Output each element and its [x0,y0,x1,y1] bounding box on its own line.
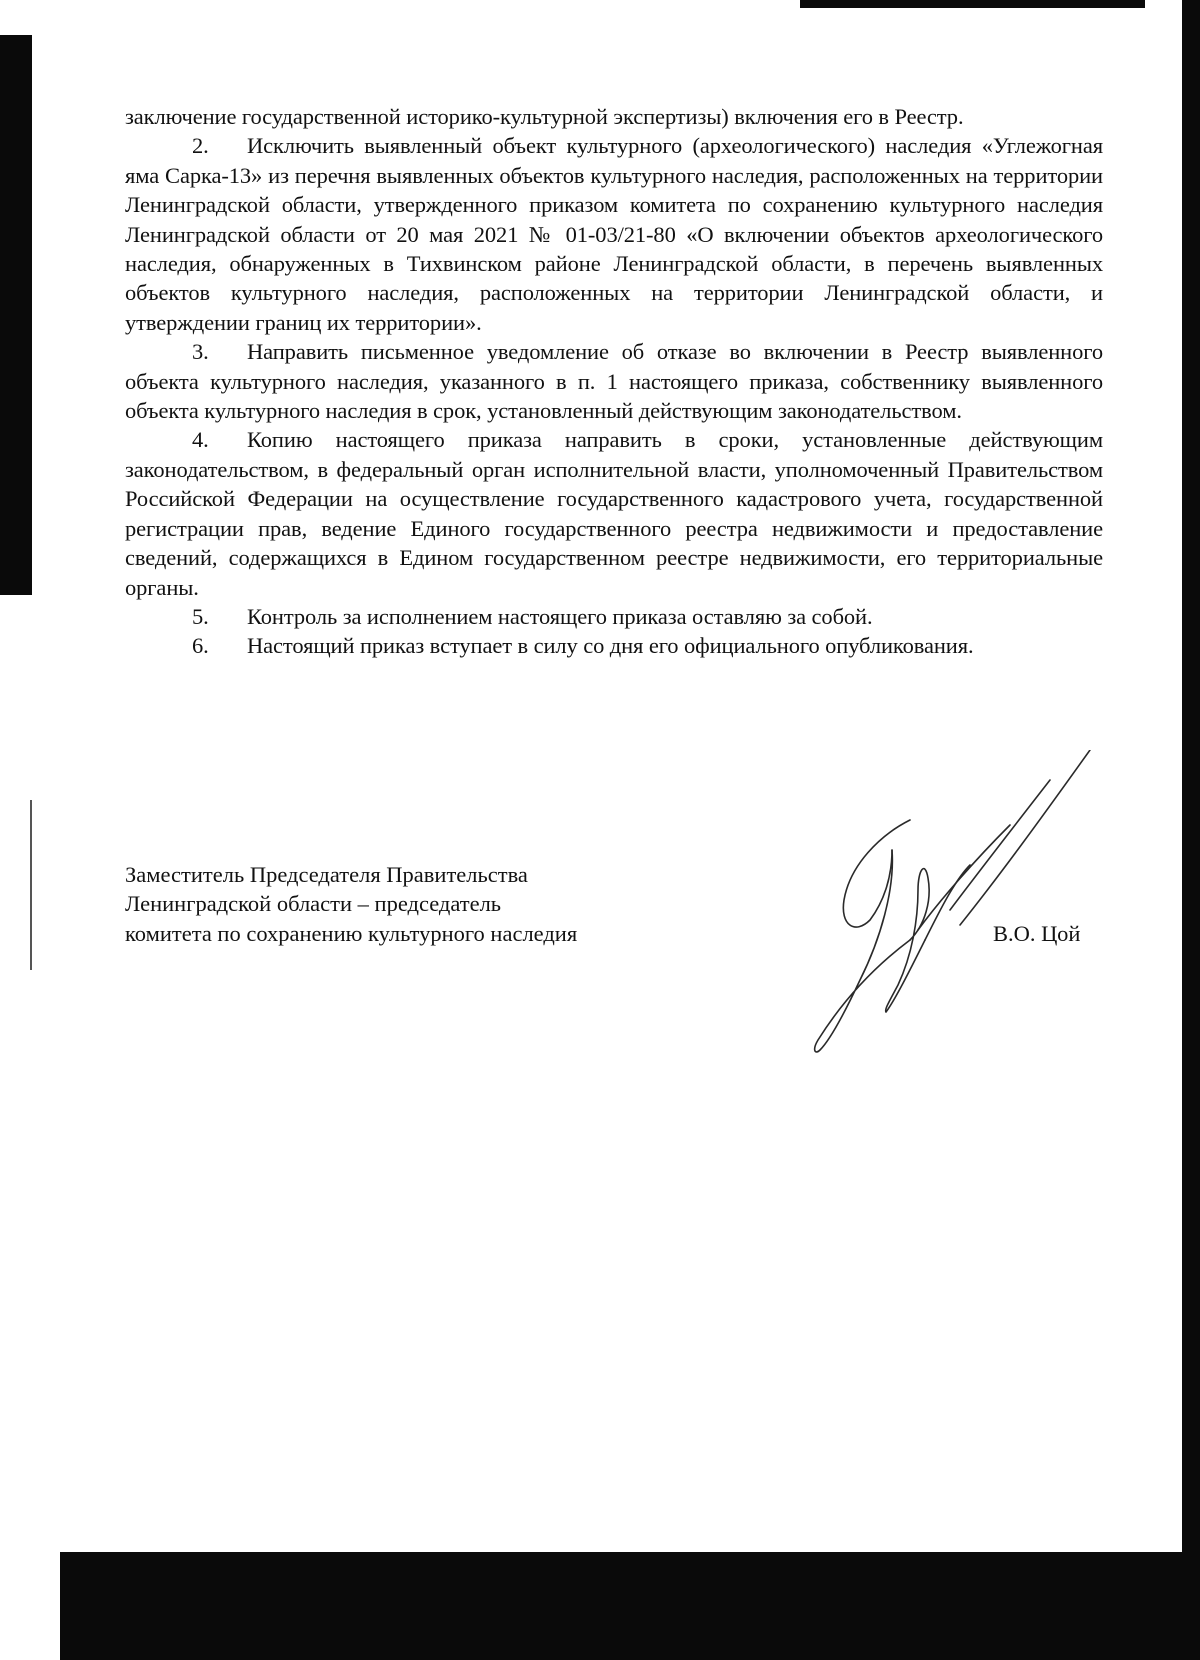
signatory-title-line: Заместитель Председателя Правительства [125,862,528,887]
paragraph-item-6 [125,631,1103,660]
paragraph-item-2 [125,131,1103,337]
handwritten-signature [800,750,1100,1070]
scan-border-bottom [60,1552,1200,1660]
scan-border-top [800,0,1145,8]
paragraph-text: Настоящий приказ вступает в силу со дня его официального опубликования. [247,633,974,659]
item-number: 2. [192,133,209,159]
paragraph-continuation [125,102,1103,131]
item-number: 4. [192,427,209,453]
scan-edge-mark [30,800,32,970]
paragraph-item-4 [125,425,1103,601]
paragraph-text: Направить письменное уведомление об отказе во включении в Реестр выявленного объекта культурного наследия, указанного в п. 1 настоящего приказа, собственнику выявленного объекта культурного наследия в срок, установленный действующим законодательством. [125,339,1103,424]
paragraph-item-3 [125,337,1103,425]
item-number: 6. [192,633,209,659]
document-body [125,102,1103,661]
signatory-title-line: Ленинградской области – председатель [125,891,502,917]
item-number: 3. [192,339,209,365]
item-number: 5. [192,603,209,629]
paragraph-text: Копию настоящего приказа направить в сроки, установленные действующим законодательством, в федеральный орган исполнительной власти, уполномоченный Правительством Российской Федерации на осуществление государственного кадастрового учета, государственной регистрации прав, ведение Единого государственного реестра недвижимости и предоставление сведений, содержащихся в Едином государственном реестре недвижимости, его территориальные органы. [125,427,1103,600]
scan-border-right [1182,0,1200,1660]
paragraph-text: заключение государственной историко-культурной экспертизы) включения его в Реестр. [125,104,964,129]
paragraph-item-5 [125,602,1103,631]
signatory-title [125,860,745,948]
scan-border-left [0,35,32,595]
paragraph-text: Исключить выявленный объект культурного (археологического) наследия «Углежогная яма Сарка-13» из перечня выявленных объектов культурного наследия, расположенных на территории Ленинградской области, утвержденного приказом комитета по сохранению культурного наследия Ленинградской области от 20 мая 2021 № 01-03/21-80 «О включении объектов археологического наследия, обнаруженных в Тихвинском районе Ленинградской области, в перечень выявленных объектов культурного наследия, расположенных на территории Ленинградской области, и утверждении границ их территории». [125,133,1103,335]
signer-name: В.О. Цой [993,921,1081,946]
paragraph-text: Контроль за исполнением настоящего приказа оставляю за собой. [247,603,873,629]
signatory-title-line: комитета по сохранению культурного наследия [125,920,578,946]
